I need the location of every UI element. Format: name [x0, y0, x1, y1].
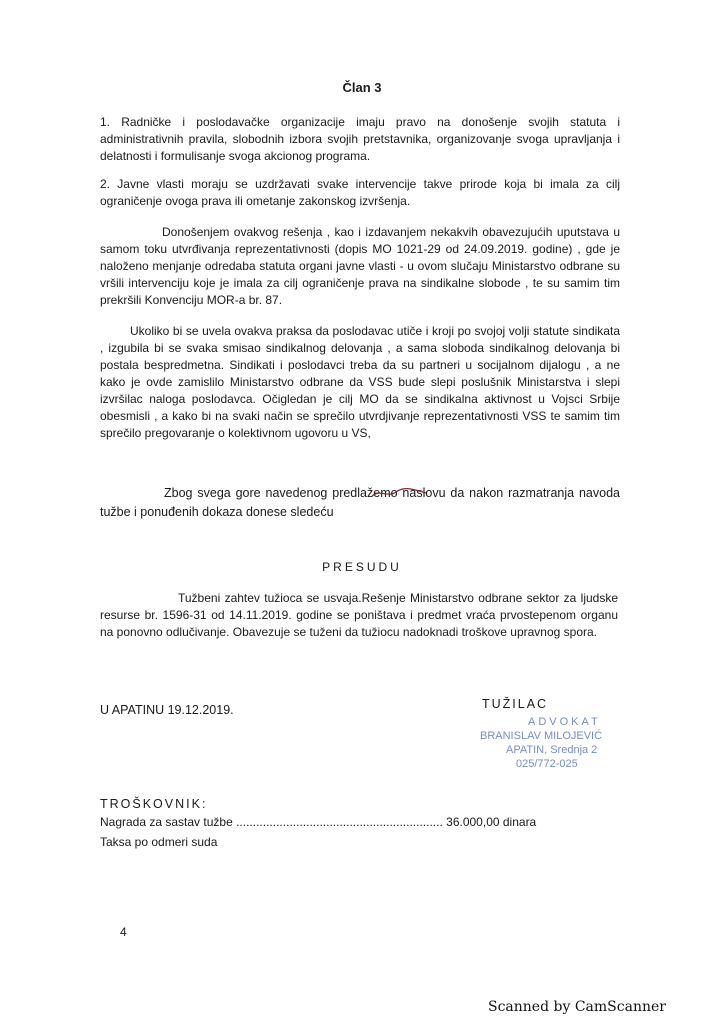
- costs-row-fee-label: Nagrada za sastav tužbe: [100, 815, 233, 829]
- paragraph-1: 1. Radničke i poslodavačke organizacije imaju pravo na donošenje svojih statuta i administrativnih pravila, slobodnih izbora svojih pretstavnika, organizovanje svoga upravljanja i delatnosti i formulisanje svoga akcionog programa.: [100, 115, 620, 163]
- paragraph-verdict: Tužbeni zahtev tužioca se usvaja.Rešenje Ministarstvo odbrane sektor za ljudske resurse br. 1596-31 od 14.11.2019. godine se poništava i predmet vraća prvostepenom organu na ponovno odlučivanje. Obavezuje se tuženi da tužiocu nadoknadi troškove upravnog spora.: [100, 591, 618, 639]
- stamp-line-4: 025/772-025: [516, 758, 578, 770]
- verdict-title: PRESUDU: [322, 560, 402, 574]
- paragraph-proposal: Zbog svega gore navedenog predlažemo naslovu da nakon razmatranja navoda tužbe i ponuđenih dokaza donese sledeću: [100, 486, 620, 519]
- paragraph-3: Donošenjem ovakvog rešenja , kao i izdavanjem nekakvih obavezujućih uputstava u samom toku utvrđivanja reprezentativnosti (dopis MO 1021-29 od 24.09.2019. godine) , gde je naloženo menjanje odredaba statuta organi javne vlasti - u ovom slučaju Ministarstvo odbrane su vršili intervenciju koje je imala za cilj ograničenje prava na sindikalne slobode , te su samim tim prekršili Konvenciju MOR-a br. 87.: [100, 225, 620, 307]
- page-number: 4: [120, 925, 127, 939]
- costs-title: TROŠKOVNIK:: [100, 797, 208, 811]
- stamp-line-3: APATIN, Srednja 2: [506, 744, 598, 756]
- scanner-watermark: Scanned by CamScanner: [488, 999, 666, 1015]
- place-and-date: U APATINU 19.12.2019.: [100, 703, 234, 717]
- stamp-line-1: ADVOKAT: [528, 716, 601, 728]
- costs-row-fee: [100, 815, 620, 829]
- stamp-line-2: BRANISLAV MILOJEVIĆ: [480, 730, 603, 742]
- paragraph-2: 2. Javne vlasti moraju se uzdržavati svake intervencije takve prirode koja bi imala za cilj ograničenje ovoga prava ili ometanje zakonskog izvršenja.: [100, 177, 620, 208]
- costs-row-tax: Taksa po odmeri suda: [100, 835, 218, 849]
- costs-row-fee-amount: 36.000,00 dinara: [446, 815, 537, 829]
- lawyer-stamp: [478, 715, 633, 785]
- paragraph-4: Ukoliko bi se uvela ovakva praksa da poslodavac utiče i kroji po svojoj volji statute sindikata , izgubila bi se svaka smisao sindikalnog delovanja , a sama sloboda sindikalnog delovanja bi postala bespredmetna. Sindikati i poslodavci treba da su partneri u socijalnom dijalogu , a ne kako je ovde zamislilo Ministarstvo odbrane da VSS bude slepi poslušnik Ministarstva i slepi izvršilac naloga poslodavca. Očigledan je cilj MO da se sindikalna aktivnost u Vojsci Srbije obesmisli , a kako bi na svaki način se sprečilo utvrdjivanje reprezentativnosti VSS te samim tim sprečilo pregovaranje o kolektivnom ugovoru u VS,: [100, 324, 620, 440]
- costs-row-fee-dots: ..............................................................: [236, 815, 443, 829]
- handwritten-correction-mark: [370, 487, 428, 499]
- article-heading: Član 3: [342, 80, 382, 95]
- signature-label: TUŽILAC: [482, 697, 549, 711]
